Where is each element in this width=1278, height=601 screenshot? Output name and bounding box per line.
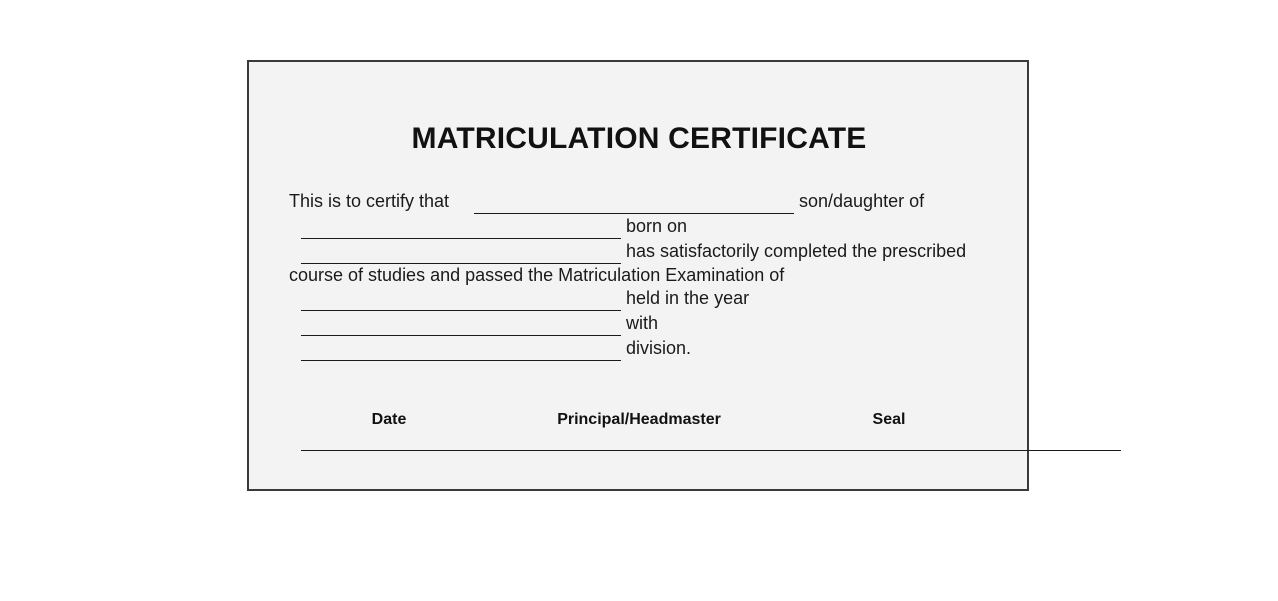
year-blank[interactable] bbox=[301, 335, 621, 336]
principal-label: Principal/Headmaster bbox=[557, 411, 721, 428]
certificate-title: MATRICULATION CERTIFICATE bbox=[411, 122, 867, 155]
division-blank[interactable] bbox=[301, 360, 621, 361]
completed-text: has satisfactorily completed the prescribed bbox=[626, 241, 967, 261]
course-text: course of studies and passed the Matriculation Examination of bbox=[289, 265, 785, 285]
division-text: division. bbox=[626, 338, 692, 358]
student-name-blank[interactable] bbox=[474, 213, 794, 214]
with-text: with bbox=[626, 313, 659, 333]
born-on-text: born on bbox=[626, 216, 688, 236]
held-in-year-text: held in the year bbox=[626, 288, 750, 308]
certify-text: This is to certify that bbox=[289, 191, 450, 211]
board-name-blank[interactable] bbox=[301, 310, 621, 311]
son-daughter-text: son/daughter of bbox=[799, 191, 925, 211]
date-label: Date bbox=[371, 411, 407, 428]
signature-line[interactable] bbox=[301, 450, 1121, 451]
seal-label: Seal bbox=[872, 411, 906, 428]
parent-name-blank[interactable] bbox=[301, 238, 621, 239]
